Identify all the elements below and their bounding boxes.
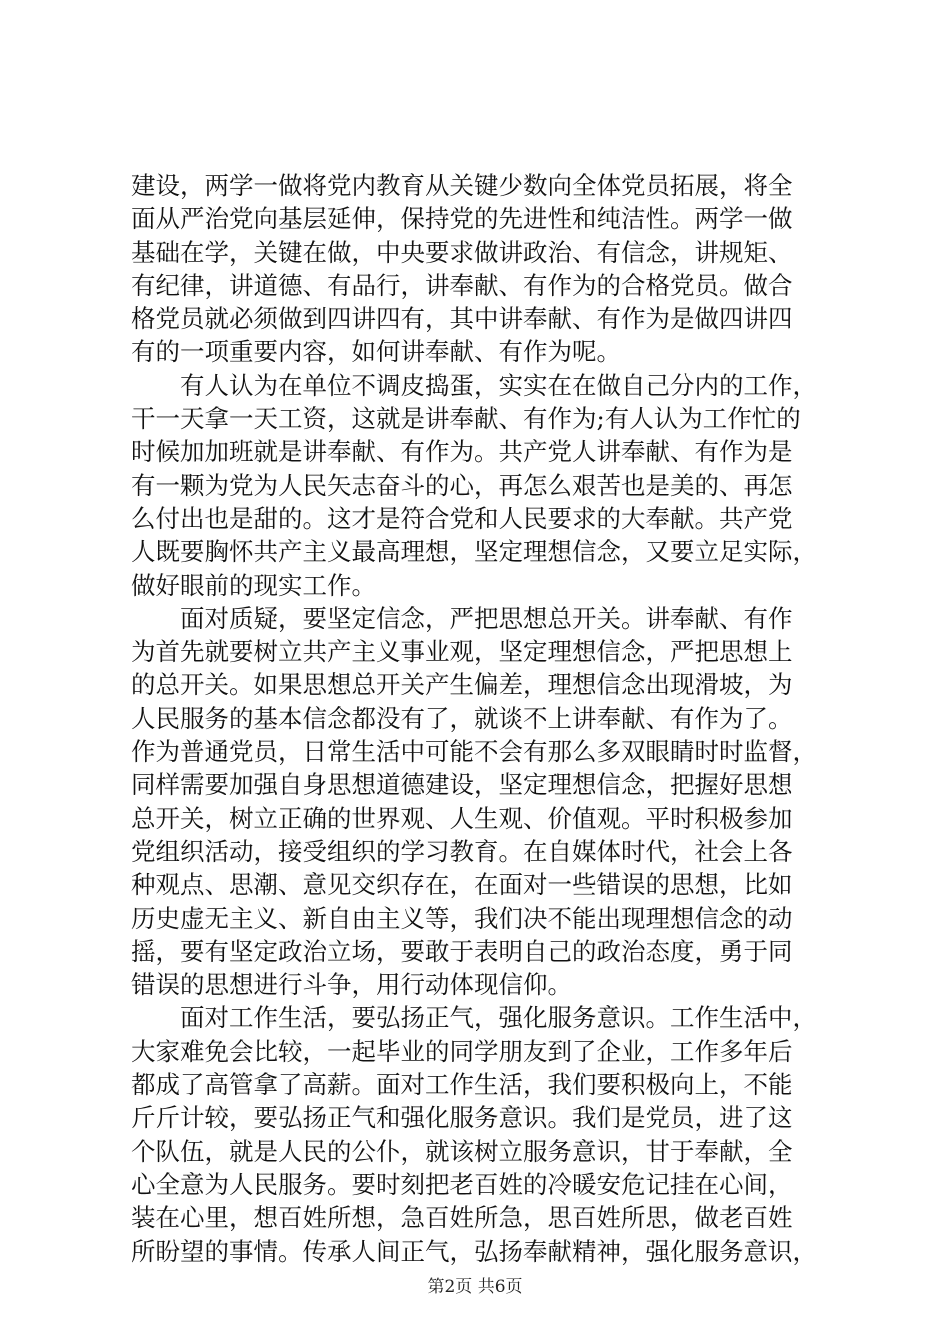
text-line: 有一颗为党为人民矢志奋斗的心，再怎么艰苦也是美的、再怎 <box>131 470 793 500</box>
text-line: 总开关，树立正确的世界观、人生观、价值观。平时积极参加 <box>131 803 793 833</box>
text-line: 人民服务的基本信念都没有了，就谈不上讲奉献、有作为了。 <box>131 703 793 733</box>
text-line: 心全意为人民服务。要时刻把老百姓的冷暖安危记挂在心间， <box>131 1169 793 1199</box>
text-line: 的总开关。如果思想总开关产生偏差，理想信念出现滑坡，为 <box>131 670 793 700</box>
text-line: 面对工作生活，要弘扬正气，强化服务意识。工作生活中， <box>131 1003 817 1033</box>
text-line: 作为普通党员，日常生活中可能不会有那么多双眼睛时时监督， <box>131 737 817 767</box>
text-line: 做好眼前的现实工作。 <box>131 570 376 600</box>
text-line: 干一天拿一天工资，这就是讲奉献、有作为;有人认为工作忙的 <box>131 404 801 434</box>
text-line: 种观点、思潮、意见交织存在，在面对一些错误的思想，比如 <box>131 870 793 900</box>
text-line: 装在心里，想百姓所想，急百姓所急，思百姓所思，做老百姓 <box>131 1203 793 1233</box>
body-text <box>131 169 831 1268</box>
text-line: 摇，要有坚定政治立场，要敢于表明自己的政治态度，勇于同 <box>131 936 793 966</box>
text-line: 个队伍，就是人民的公仆，就该树立服务意识，甘于奉献，全 <box>131 1136 793 1166</box>
text-line: 错误的思想进行斗争，用行动体现信仰。 <box>131 970 572 1000</box>
text-line: 有纪律，讲道德、有品行，讲奉献、有作为的合格党员。做合 <box>131 270 793 300</box>
text-line: 面从严治党向基层延伸，保持党的先进性和纯洁性。两学一做 <box>131 204 793 234</box>
text-line: 所盼望的事情。传承人间正气，弘扬奉献精神，强化服务意识， <box>131 1236 817 1266</box>
text-line: 大家难免会比较，一起毕业的同学朋友到了企业，工作多年后 <box>131 1036 793 1066</box>
text-line: 时候加加班就是讲奉献、有作为。共产党人讲奉献、有作为是 <box>131 437 793 467</box>
text-line: 都成了高管拿了高薪。面对工作生活，我们要积极向上，不能 <box>131 1070 793 1100</box>
page-footer: 第2页 共6页 <box>427 1277 523 1297</box>
text-line: 人既要胸怀共产主义最高理想，坚定理想信念，又要立足实际， <box>131 537 817 567</box>
text-line: 历史虚无主义、新自由主义等，我们决不能出现理想信念的动 <box>131 903 793 933</box>
text-line: 基础在学，关键在做，中央要求做讲政治、有信念，讲规矩、 <box>131 237 793 267</box>
text-line: 为首先就要树立共产主义事业观，坚定理想信念，严把思想上 <box>131 637 793 667</box>
text-line: 斤斤计较，要弘扬正气和强化服务意识。我们是党员，进了这 <box>131 1103 793 1133</box>
text-line: 建设，两学一做将党内教育从关键少数向全体党员拓展，将全 <box>131 171 793 200</box>
text-line: 有人认为在单位不调皮捣蛋，实实在在做自己分内的工作， <box>131 370 817 400</box>
text-line: 有的一项重要内容，如何讲奉献、有作为呢。 <box>131 337 621 367</box>
text-line: 格党员就必须做到四讲四有，其中讲奉献、有作为是做四讲四 <box>131 304 793 334</box>
text-line: 同样需要加强自身思想道德建设，坚定理想信念，把握好思想 <box>131 770 793 800</box>
text-line: 党组织活动，接受组织的学习教育。在自媒体时代，社会上各 <box>131 836 793 866</box>
text-line: 面对质疑，要坚定信念，严把思想总开关。讲奉献、有作 <box>131 603 793 633</box>
text-line: 么付出也是甜的。这才是符合党和人民要求的大奉献。共产党 <box>131 503 793 533</box>
